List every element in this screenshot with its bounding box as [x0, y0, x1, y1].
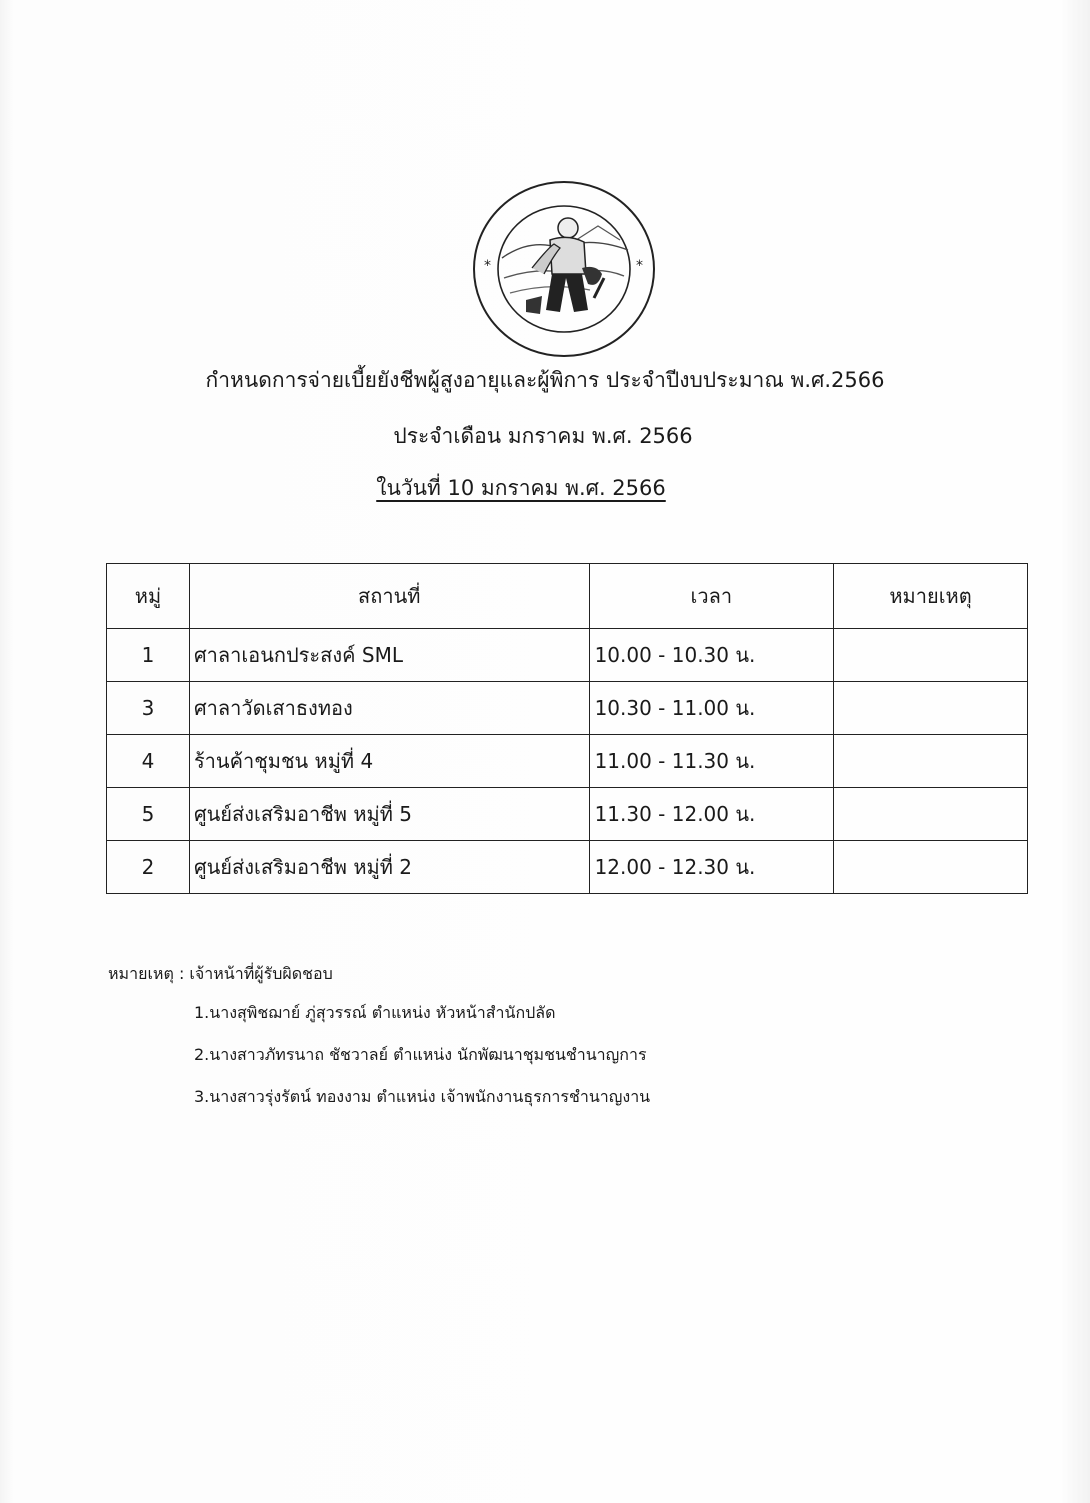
cell-group: 3 — [107, 682, 190, 735]
header-note: หมายเหตุ — [834, 564, 1028, 629]
notes-label: หมายเหตุ : เจ้าหน้าที่ผู้รับผิดชอบ — [108, 964, 333, 983]
cell-group: 4 — [107, 735, 190, 788]
document-title — [0, 364, 1090, 397]
cell-place: ศูนย์ส่งเสริมอาชีพ หมู่ที่ 2 — [189, 841, 589, 894]
cell-group: 2 — [107, 841, 190, 894]
month-text: ประจำเดือน มกราคม พ.ศ. 2566 — [393, 424, 693, 448]
cell-place: ศูนย์ส่งเสริมอาชีพ หมู่ที่ 5 — [189, 788, 589, 841]
svg-text:*: * — [484, 258, 491, 274]
cell-group: 5 — [107, 788, 190, 841]
organization-seal-logo — [470, 178, 658, 360]
table-header-row — [107, 564, 1028, 629]
staff-item: 2.นางสาวภัทรนาถ ชัชวาลย์ ตำแหน่ง นักพัฒนาชุมชนชำนาญการ — [194, 1045, 647, 1064]
schedule-table — [106, 563, 1028, 894]
title-text: กำหนดการจ่ายเบี้ยยังชีพผู้สูงอายุและผู้พิการ ประจำปีงบประมาณ พ.ศ.2566 — [205, 368, 885, 392]
header-time: เวลา — [589, 564, 834, 629]
table-row — [107, 735, 1028, 788]
cell-note — [834, 841, 1028, 894]
cell-note — [834, 682, 1028, 735]
staff-item: 1.นางสุพิชฌาย์ ภู่สุวรรณ์ ตำแหน่ง หัวหน้าสำนักปลัด — [194, 1003, 556, 1022]
table-row — [107, 841, 1028, 894]
date-line — [0, 472, 1066, 505]
table-row — [107, 682, 1028, 735]
header-place: สถานที่ — [189, 564, 589, 629]
table-row — [107, 788, 1028, 841]
cell-group: 1 — [107, 629, 190, 682]
cell-note — [834, 735, 1028, 788]
table-row — [107, 629, 1028, 682]
month-line — [0, 420, 1088, 453]
svg-text:*: * — [636, 258, 643, 274]
cell-note — [834, 788, 1028, 841]
cell-note — [834, 629, 1028, 682]
cell-place: ศาลาเอนกประสงค์ SML — [189, 629, 589, 682]
staff-item: 3.นางสาวรุ่งรัตน์ ทองงาม ตำแหน่ง เจ้าพนักงานธุรการชำนาญงาน — [194, 1087, 651, 1106]
cell-time: 10.00 - 10.30 น. — [589, 629, 834, 682]
cell-time: 11.00 - 11.30 น. — [589, 735, 834, 788]
date-text: ในวันที่ 10 มกราคม พ.ศ. 2566 — [376, 476, 666, 500]
cell-place: ศาลาวัดเสาธงทอง — [189, 682, 589, 735]
cell-time: 10.30 - 11.00 น. — [589, 682, 834, 735]
cell-time: 11.30 - 12.00 น. — [589, 788, 834, 841]
cell-place: ร้านค้าชุมชน หมู่ที่ 4 — [189, 735, 589, 788]
cell-time: 12.00 - 12.30 น. — [589, 841, 834, 894]
header-group: หมู่ — [107, 564, 190, 629]
